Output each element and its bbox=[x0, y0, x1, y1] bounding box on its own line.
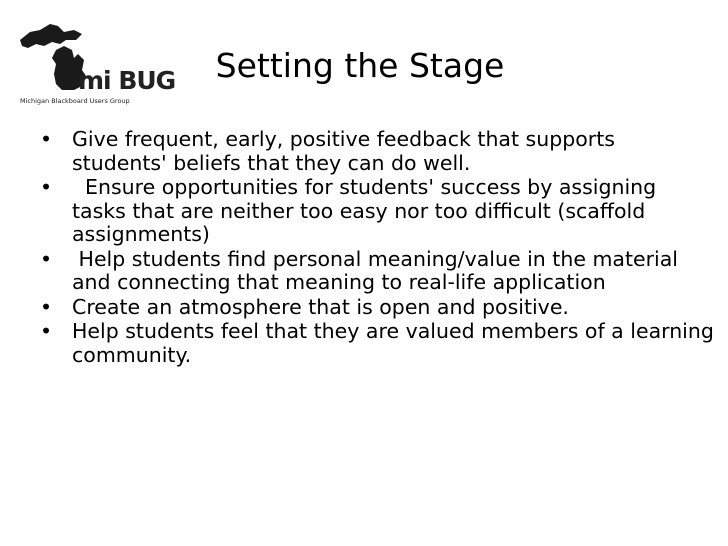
bullet-text: Give frequent, early, positive feedback that supports students' beliefs that they can do well. bbox=[72, 127, 615, 175]
bullet-item bbox=[36, 176, 716, 247]
bullet-text: Ensure opportunities for students' success by assigning tasks that are neither too easy nor too difficult (scaffold assignments) bbox=[72, 175, 663, 246]
logo-wordmark: mi BUG bbox=[78, 66, 176, 95]
bullet-item bbox=[36, 128, 716, 175]
bullet-dot-icon: • bbox=[40, 175, 53, 199]
bullet-text: Create an atmosphere that is open and positive. bbox=[72, 294, 569, 319]
bullet-item bbox=[36, 248, 716, 295]
bullet-item bbox=[36, 296, 716, 320]
bullet-list bbox=[36, 128, 716, 368]
bullet-dot-icon: • bbox=[40, 246, 53, 271]
bullet-dot-icon: • bbox=[40, 127, 53, 151]
logo-tagline: Michigan Blackboard Users Group bbox=[20, 97, 130, 105]
bullet-text: Help students find personal meaning/value in the material and connecting that meaning to real-life application bbox=[72, 246, 685, 294]
bullet-text: Help students feel that they are valued members of a learning community. bbox=[72, 319, 714, 367]
bullet-item bbox=[36, 320, 716, 367]
bullet-dot-icon: • bbox=[40, 319, 53, 343]
bullet-dot-icon: • bbox=[40, 294, 53, 319]
slide-title: Setting the Stage bbox=[215, 46, 505, 85]
